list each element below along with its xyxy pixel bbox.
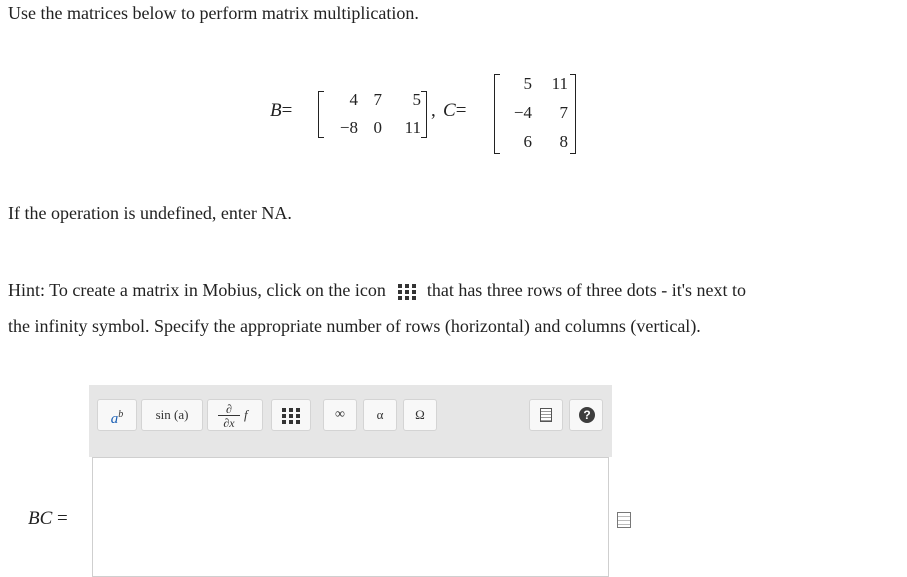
- matrix-c: [500, 72, 576, 156]
- matrix-b-cell: −8: [339, 118, 358, 137]
- hint-line-1: Hint: To create a matrix in Mobius, click on the icon that has three rows of three dots - it's next to: [8, 280, 746, 300]
- alpha-button[interactable]: α: [363, 399, 397, 431]
- matrix-b-label: B=: [270, 100, 293, 121]
- matrix-b-cell: 4: [349, 90, 358, 109]
- undefined-note: If the operation is undefined, enter NA.: [8, 203, 292, 223]
- matrix-b-right-bracket: [421, 91, 427, 138]
- matrix-c-cell: 5: [523, 74, 532, 93]
- matrix-c-cell: 6: [523, 132, 532, 151]
- matrix-c-cell: 8: [559, 132, 568, 151]
- matrix-button[interactable]: [271, 399, 311, 431]
- preview-icon: [540, 408, 552, 422]
- matrix-dots-icon: [398, 284, 416, 300]
- matrix-c-cell: −4: [513, 103, 532, 122]
- hint-line-2: the infinity symbol. Specify the appropriate number of rows (horizontal) and columns (vertical).: [8, 316, 701, 336]
- matrix-c-label: C=: [443, 100, 467, 121]
- help-button[interactable]: [569, 399, 603, 431]
- help-icon: ?: [579, 407, 595, 423]
- matrix-c-right-bracket: [570, 74, 576, 154]
- omega-button[interactable]: Ω: [403, 399, 437, 431]
- matrix-b-cell: 5: [412, 90, 421, 109]
- matrix-dots-icon: [282, 408, 300, 424]
- matrix-b-cell: 0: [373, 118, 382, 137]
- equation-toolbar: [89, 385, 612, 457]
- superscript-button[interactable]: $a^b$: [97, 399, 137, 431]
- matrix-b: [324, 88, 428, 138]
- sin-function-button[interactable]: sin (a): [141, 399, 203, 431]
- matrix-b-cell: 7: [373, 90, 382, 109]
- matrix-c-cell: 7: [559, 103, 568, 122]
- preview-document-icon[interactable]: [617, 512, 631, 528]
- matrix-c-cell: 11: [551, 74, 568, 93]
- partial-derivative-button[interactable]: ∂ ∂x f: [207, 399, 263, 431]
- answer-label: BC =: [28, 508, 68, 529]
- infinity-button[interactable]: ∞: [323, 399, 357, 431]
- matrix-separator: ,: [431, 100, 436, 121]
- preview-button[interactable]: [529, 399, 563, 431]
- intro-text: Use the matrices below to perform matrix multiplication.: [8, 3, 419, 23]
- matrix-b-cell: 11: [404, 118, 421, 137]
- answer-input[interactable]: [92, 457, 609, 577]
